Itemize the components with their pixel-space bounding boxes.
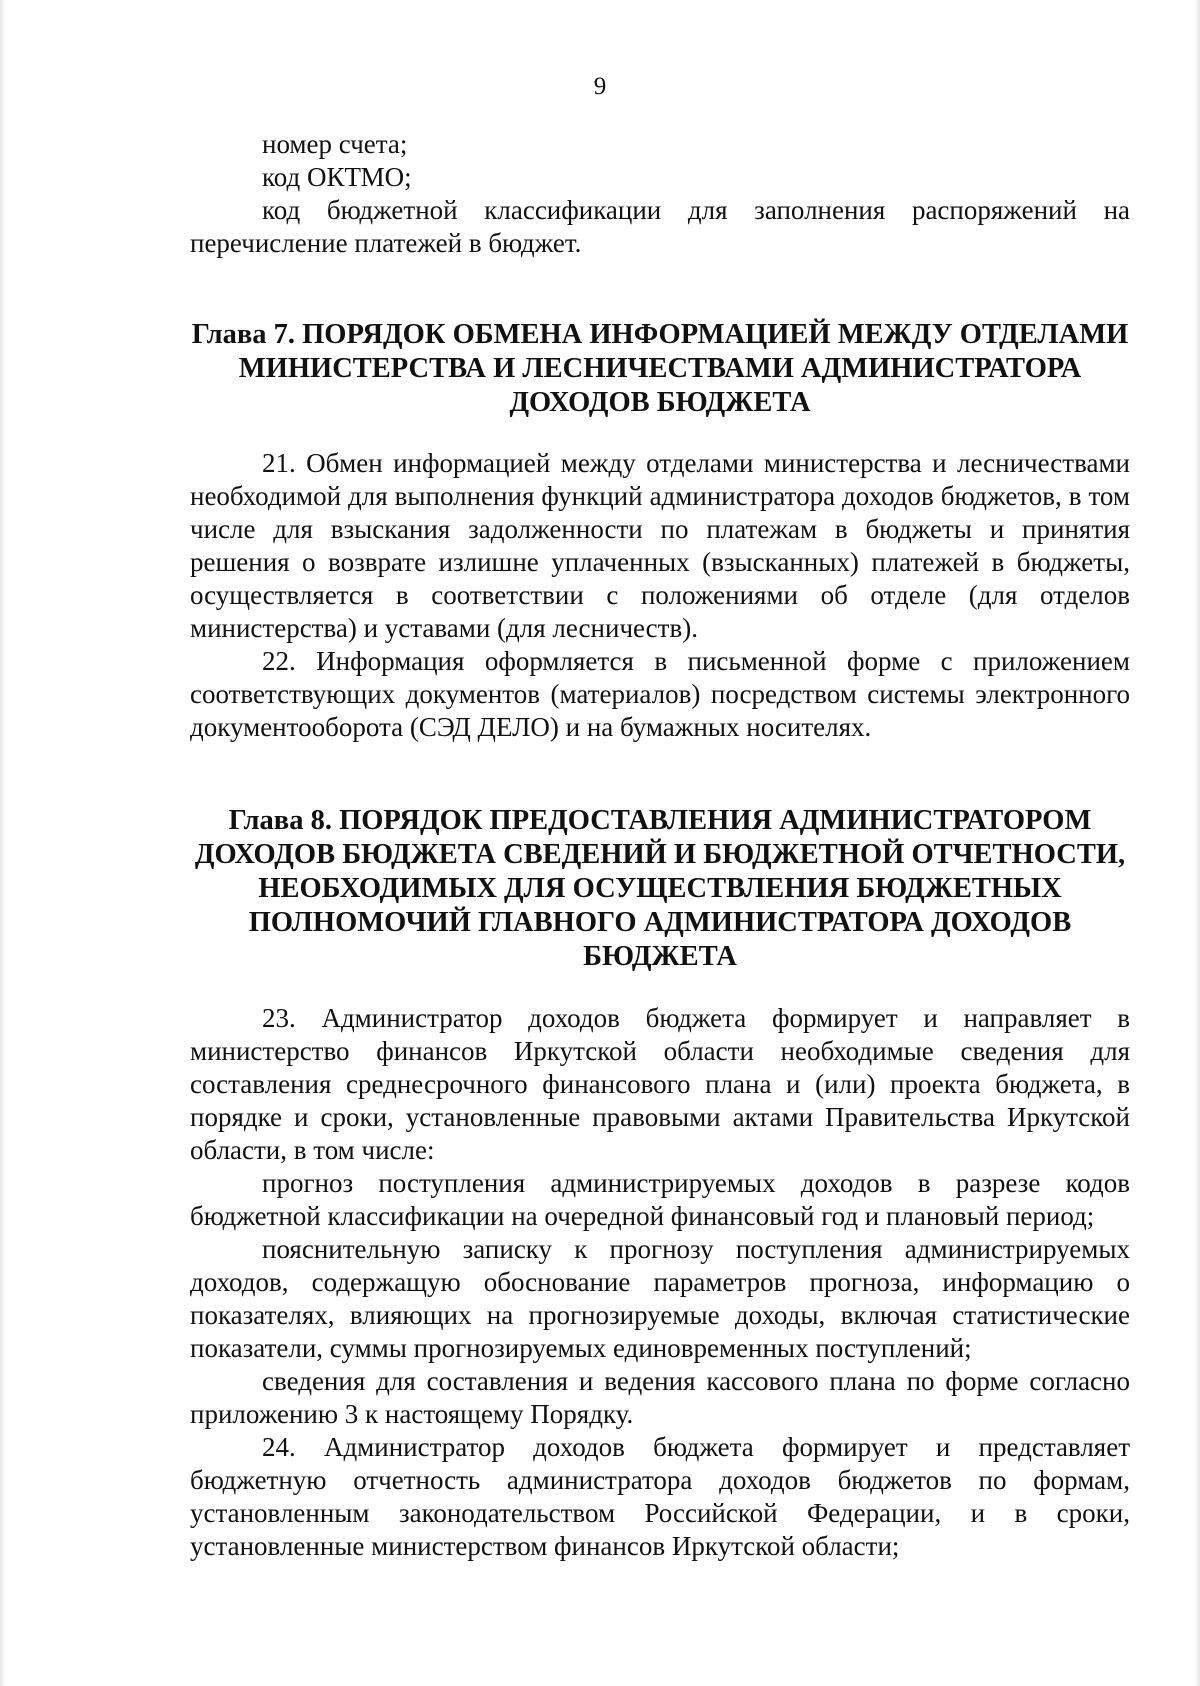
scan-edge-right [1194,0,1200,1686]
scan-edge-left [0,0,6,1686]
paragraph: пояснительную записку к прогнозу поступления администрируемых доходов, содержащую обоснование параметров прогноза, информацию о показателях, влияющих на прогнозируемые доходы, включая статистические показатели, суммы прогнозируемых единовременных поступлений; [190,1234,1130,1363]
heading-line: ПОЛНОМОЧИЙ ГЛАВНОГО АДМИНИСТРАТОРА ДОХОДОВ [248,907,1072,938]
chapter-8-heading [190,804,1130,974]
page-number: 9 [593,73,607,100]
heading-line: ДОХОДОВ БЮДЖЕТА СВЕДЕНИЙ И БЮДЖЕТНОЙ ОТЧЕТНОСТИ, [194,839,1126,870]
heading-line: НЕОБХОДИМЫХ ДЛЯ ОСУЩЕСТВЛЕНИЯ БЮДЖЕТНЫХ [258,873,1062,904]
heading-line: Глава 7. ПОРЯДОК ОБМЕНА ИНФОРМАЦИЕЙ МЕЖДУ ОТДЕЛАМИ [191,319,1129,350]
heading-line: ДОХОДОВ БЮДЖЕТА [509,387,811,418]
document-body [190,128,1130,1563]
chapter-7-heading [190,318,1130,420]
heading-line: Глава 8. ПОРЯДОК ПРЕДОСТАВЛЕНИЯ АДМИНИСТРАТОРОМ [228,805,1092,836]
heading-line: МИНИСТЕРСТВА И ЛЕСНИЧЕСТВАМИ АДМИНИСТРАТОРА [238,353,1082,384]
paragraph: сведения для составления и ведения кассового плана по форме согласно приложению 3 к настоящему Порядку. [190,1366,1130,1429]
paragraph-22: 22. Информация оформляется в письменной форме с приложением соответствующих документов (материалов) посредством системы электронного документооборота (СЭД ДЕЛО) и на бумажных носителях. [190,646,1130,742]
paragraph: код ОКТМО; [262,162,412,192]
paragraph: прогноз поступления администрируемых доходов в разрезе кодов бюджетной классификации на очередной финансовый год и плановый период; [190,1168,1130,1231]
paragraph-23: 23. Администратор доходов бюджета формирует и направляет в министерство финансов Иркутской области необходимые сведения для составления среднесрочного финансового плана и (или) проекта бюджета, в порядке и сроки, установленные правовыми актами Правительства Иркутской области, в том числе: [190,1003,1130,1165]
paragraph: номер счета; [262,129,408,159]
paragraph: код бюджетной классификации для заполнения распоряжений на перечисление платежей в бюджет. [190,195,1130,258]
paragraph-24: 24. Администратор доходов бюджета формирует и представляет бюджетную отчетность администратора доходов бюджетов по формам, установленным законодательством Российской Федерации, и в сроки, установленные министерством финансов Иркутской области; [190,1432,1130,1561]
paragraph-21: 21. Обмен информацией между отделами министерства и лесничествами необходимой для выполнения функций администратора доходов бюджетов, в том числе для взыскания задолженности по платежам в бюджеты и принятия решения о возврате излишне уплаченных (взысканных) платежей в бюджеты, осуществляется в соответствии с положениями об отделе (для отделов министерства) и уставами (для лесничеств). [190,448,1130,643]
heading-line: БЮДЖЕТА [583,941,737,972]
